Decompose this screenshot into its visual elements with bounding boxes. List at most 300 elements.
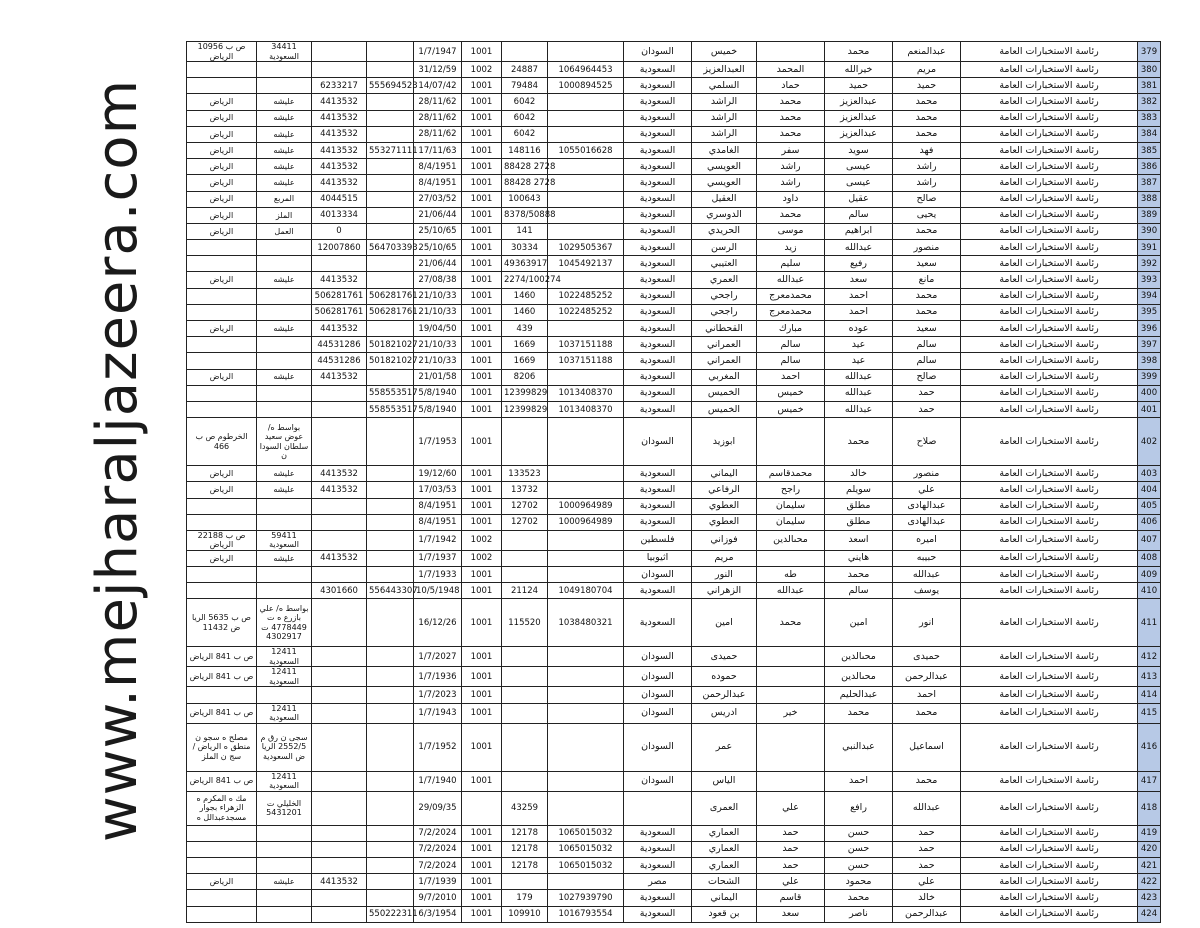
family-name-cell: العمري — [692, 272, 757, 288]
organization-cell: رئاسة الاستخبارات العامة — [961, 906, 1138, 922]
family-name-cell: المغربي — [692, 369, 757, 385]
id-number-cell — [548, 175, 624, 191]
first-name-cell: حمد — [893, 401, 961, 417]
grandfather-name-cell: عبدالله — [757, 272, 825, 288]
reference-cell: 12702 — [502, 514, 548, 530]
first-name-cell: عبدالمنعم — [893, 42, 961, 62]
row-number-cell: 396 — [1138, 321, 1161, 337]
father-name-cell: عبدالله — [825, 401, 893, 417]
row-number-cell: 414 — [1138, 687, 1161, 703]
nationality-cell: السودان — [624, 723, 692, 771]
mobile-cell — [367, 498, 414, 514]
reference-cell: 79484 — [502, 78, 548, 94]
grandfather-name-cell: علي — [757, 791, 825, 825]
organization-cell: رئاسة الاستخبارات العامة — [961, 567, 1138, 583]
reference-cell: 179 — [502, 890, 548, 906]
first-name-cell: حميدى — [893, 647, 961, 667]
organization-cell: رئاسة الاستخبارات العامة — [961, 550, 1138, 566]
nationality-cell: السعودية — [624, 906, 692, 922]
address-cell: سجى ن رق م 2552/5 الريا ض السعودية — [257, 723, 312, 771]
organization-cell: رئاسة الاستخبارات العامة — [961, 583, 1138, 599]
grandfather-name-cell: محمدمعرج — [757, 288, 825, 304]
first-name-cell: سعيد — [893, 321, 961, 337]
table-row — [187, 841, 1161, 857]
family-name-cell: ادريس — [692, 703, 757, 723]
family-name-cell: العمراني — [692, 353, 757, 369]
code-cell: 1001 — [462, 78, 502, 94]
family-name-cell: خميس — [692, 42, 757, 62]
organization-cell: رئاسة الاستخبارات العامة — [961, 599, 1138, 647]
grandfather-name-cell: سعد — [757, 906, 825, 922]
code-cell: 1001 — [462, 841, 502, 857]
family-name-cell: العقيل — [692, 191, 757, 207]
mobile-cell — [367, 890, 414, 906]
address-detail-cell: الرياض — [187, 126, 257, 142]
date-cell: 7/2/2024 — [414, 825, 462, 841]
nationality-cell: السعودية — [624, 191, 692, 207]
organization-cell: رئاسة الاستخبارات العامة — [961, 353, 1138, 369]
grandfather-name-cell — [757, 42, 825, 62]
id-number-cell — [548, 466, 624, 482]
grandfather-name-cell: حمد — [757, 841, 825, 857]
nationality-cell: السعودية — [624, 256, 692, 272]
address-cell — [257, 353, 312, 369]
reference-cell: 100643 — [502, 191, 548, 207]
mobile-cell: 553271111 — [367, 142, 414, 158]
organization-cell: رئاسة الاستخبارات العامة — [961, 288, 1138, 304]
mobile-cell — [367, 841, 414, 857]
table-row — [187, 498, 1161, 514]
date-cell: 5/8/1940 — [414, 401, 462, 417]
id-number-cell: 1013408370 — [548, 385, 624, 401]
nationality-cell: السعودية — [624, 498, 692, 514]
row-number-cell: 419 — [1138, 825, 1161, 841]
id-number-cell — [548, 667, 624, 687]
family-name-cell: العماري — [692, 825, 757, 841]
address-detail-cell — [187, 304, 257, 320]
first-name-cell: محمد — [893, 703, 961, 723]
table-row — [187, 530, 1161, 550]
phone-cell — [312, 858, 367, 874]
row-number-cell: 413 — [1138, 667, 1161, 687]
id-number-cell: 1065015032 — [548, 858, 624, 874]
date-cell: 28/11/62 — [414, 126, 462, 142]
date-cell: 14/07/42 — [414, 78, 462, 94]
table-row — [187, 142, 1161, 158]
mobile-cell — [367, 667, 414, 687]
organization-cell: رئاسة الاستخبارات العامة — [961, 418, 1138, 466]
row-number-cell: 404 — [1138, 482, 1161, 498]
table-row — [187, 126, 1161, 142]
father-name-cell: عبدالله — [825, 369, 893, 385]
first-name-cell: محمد — [893, 288, 961, 304]
mobile-cell: 506281761 — [367, 304, 414, 320]
nationality-cell — [624, 791, 692, 825]
code-cell: 1001 — [462, 687, 502, 703]
id-number-cell — [548, 771, 624, 791]
first-name-cell: محمد — [893, 94, 961, 110]
code-cell: 1001 — [462, 175, 502, 191]
phone-cell: 4413532 — [312, 466, 367, 482]
family-name-cell: حميدى — [692, 647, 757, 667]
address-detail-cell — [187, 62, 257, 78]
records-table — [186, 41, 1161, 923]
father-name-cell: امين — [825, 599, 893, 647]
code-cell: 1001 — [462, 498, 502, 514]
reference-cell: 8206 — [502, 369, 548, 385]
address-detail-cell — [187, 240, 257, 256]
code-cell: 1001 — [462, 667, 502, 687]
organization-cell: رئاسة الاستخبارات العامة — [961, 514, 1138, 530]
address-cell: 34411 السعودية — [257, 42, 312, 62]
address-detail-cell — [187, 841, 257, 857]
table-row — [187, 353, 1161, 369]
nationality-cell: السودان — [624, 667, 692, 687]
address-detail-cell — [187, 825, 257, 841]
address-detail-cell — [187, 337, 257, 353]
row-number-cell: 388 — [1138, 191, 1161, 207]
id-number-cell — [548, 647, 624, 667]
address-detail-cell: الرياض — [187, 550, 257, 566]
table-row — [187, 567, 1161, 583]
code-cell: 1001 — [462, 401, 502, 417]
code-cell — [462, 791, 502, 825]
row-number-cell: 391 — [1138, 240, 1161, 256]
id-number-cell — [548, 321, 624, 337]
father-name-cell: عبدالحليم — [825, 687, 893, 703]
reference-cell: 1460 — [502, 288, 548, 304]
organization-cell: رئاسة الاستخبارات العامة — [961, 223, 1138, 239]
nationality-cell: السعودية — [624, 142, 692, 158]
table-row — [187, 771, 1161, 791]
address-cell: بواسط ه/ عوض سعيد سلطان السودا ن — [257, 418, 312, 466]
phone-cell — [312, 687, 367, 703]
organization-cell: رئاسة الاستخبارات العامة — [961, 159, 1138, 175]
grandfather-name-cell: طه — [757, 567, 825, 583]
table-row — [187, 240, 1161, 256]
family-name-cell: السلمي — [692, 78, 757, 94]
mobile-cell — [367, 514, 414, 530]
code-cell: 1001 — [462, 369, 502, 385]
mobile-cell — [367, 62, 414, 78]
reference-cell: 13732 — [502, 482, 548, 498]
nationality-cell: السعودية — [624, 858, 692, 874]
nationality-cell: السعودية — [624, 304, 692, 320]
date-cell: 25/10/65 — [414, 240, 462, 256]
address-cell: 59411 السعودية — [257, 530, 312, 550]
father-name-cell: محمد — [825, 42, 893, 62]
reference-cell: 148116 — [502, 142, 548, 158]
date-cell: 31/12/59 — [414, 62, 462, 78]
date-cell: 1/7/1937 — [414, 550, 462, 566]
phone-cell: 4413532 — [312, 874, 367, 890]
address-detail-cell: الرياض — [187, 94, 257, 110]
family-name-cell: ابوزيد — [692, 418, 757, 466]
reference-cell: 1669 — [502, 353, 548, 369]
table-row — [187, 890, 1161, 906]
family-name-cell: العويسي — [692, 159, 757, 175]
organization-cell: رئاسة الاستخبارات العامة — [961, 207, 1138, 223]
date-cell: 5/8/1940 — [414, 385, 462, 401]
grandfather-name-cell: سليمان — [757, 498, 825, 514]
code-cell: 1001 — [462, 94, 502, 110]
row-number-cell: 380 — [1138, 62, 1161, 78]
code-cell: 1001 — [462, 567, 502, 583]
grandfather-name-cell: محمد — [757, 126, 825, 142]
id-number-cell: 1000964989 — [548, 514, 624, 530]
id-number-cell: 1037151188 — [548, 337, 624, 353]
mobile-cell — [367, 825, 414, 841]
mobile-cell — [367, 530, 414, 550]
family-name-cell: اليماني — [692, 466, 757, 482]
table-row — [187, 110, 1161, 126]
address-cell — [257, 906, 312, 922]
row-number-cell: 387 — [1138, 175, 1161, 191]
father-name-cell: عبدالعزيز — [825, 94, 893, 110]
phone-cell: 4413532 — [312, 482, 367, 498]
first-name-cell: راشد — [893, 159, 961, 175]
address-detail-cell: ص ب 10956 الرياض — [187, 42, 257, 62]
address-detail-cell: مصلح ه سجو ن منطق ه الرياض /سج ن الملز — [187, 723, 257, 771]
date-cell: 21/10/33 — [414, 288, 462, 304]
row-number-cell: 399 — [1138, 369, 1161, 385]
address-detail-cell — [187, 256, 257, 272]
nationality-cell: اثيوبيا — [624, 550, 692, 566]
table-row — [187, 175, 1161, 191]
first-name-cell: منصور — [893, 466, 961, 482]
id-number-cell — [548, 110, 624, 126]
address-cell — [257, 62, 312, 78]
mobile-cell — [367, 723, 414, 771]
grandfather-name-cell: سفر — [757, 142, 825, 158]
grandfather-name-cell: زيد — [757, 240, 825, 256]
address-cell — [257, 385, 312, 401]
organization-cell: رئاسة الاستخبارات العامة — [961, 142, 1138, 158]
code-cell: 1001 — [462, 288, 502, 304]
date-cell: 27/03/52 — [414, 191, 462, 207]
grandfather-name-cell: محمد — [757, 599, 825, 647]
nationality-cell: فلسطين — [624, 530, 692, 550]
reference-cell: 141 — [502, 223, 548, 239]
id-number-cell: 1065015032 — [548, 841, 624, 857]
family-name-cell: العمراني — [692, 337, 757, 353]
nationality-cell: السعودية — [624, 240, 692, 256]
nationality-cell: السعودية — [624, 841, 692, 857]
mobile-cell: 501821027 — [367, 337, 414, 353]
date-cell: 28/11/62 — [414, 110, 462, 126]
family-name-cell: العطوي — [692, 514, 757, 530]
phone-cell: 4413532 — [312, 175, 367, 191]
code-cell: 1001 — [462, 466, 502, 482]
id-number-cell — [548, 126, 624, 142]
address-detail-cell: الرياض — [187, 272, 257, 288]
date-cell: 25/10/65 — [414, 223, 462, 239]
grandfather-name-cell: مبارك — [757, 321, 825, 337]
phone-cell: 4413532 — [312, 94, 367, 110]
row-number-cell: 401 — [1138, 401, 1161, 417]
id-number-cell — [548, 791, 624, 825]
organization-cell: رئاسة الاستخبارات العامة — [961, 191, 1138, 207]
code-cell: 1001 — [462, 599, 502, 647]
grandfather-name-cell: سليم — [757, 256, 825, 272]
mobile-cell — [367, 687, 414, 703]
code-cell: 1001 — [462, 142, 502, 158]
mobile-cell — [367, 771, 414, 791]
family-name-cell: الراشد — [692, 94, 757, 110]
id-number-cell: 1027939790 — [548, 890, 624, 906]
grandfather-name-cell — [757, 771, 825, 791]
date-cell: 6/3/1954 — [414, 906, 462, 922]
date-cell: 28/11/62 — [414, 94, 462, 110]
address-detail-cell — [187, 385, 257, 401]
first-name-cell: عبدالرحمن — [893, 906, 961, 922]
first-name-cell: علي — [893, 874, 961, 890]
organization-cell: رئاسة الاستخبارات العامة — [961, 401, 1138, 417]
phone-cell — [312, 906, 367, 922]
code-cell: 1001 — [462, 906, 502, 922]
row-number-cell: 417 — [1138, 771, 1161, 791]
first-name-cell: فهد — [893, 142, 961, 158]
father-name-cell: خيرالله — [825, 62, 893, 78]
nationality-cell: السعودية — [624, 514, 692, 530]
address-cell: عليشه — [257, 175, 312, 191]
address-cell: 12411 السعودية — [257, 647, 312, 667]
code-cell: 1001 — [462, 223, 502, 239]
father-name-cell: حسن — [825, 825, 893, 841]
row-number-cell: 422 — [1138, 874, 1161, 890]
nationality-cell: السعودية — [624, 385, 692, 401]
phone-cell — [312, 385, 367, 401]
grandfather-name-cell: خميس — [757, 385, 825, 401]
id-number-cell — [548, 42, 624, 62]
address-detail-cell — [187, 583, 257, 599]
family-name-cell: العبدالعزيز — [692, 62, 757, 78]
table-row — [187, 599, 1161, 647]
address-cell — [257, 583, 312, 599]
table-row — [187, 272, 1161, 288]
code-cell: 1001 — [462, 647, 502, 667]
nationality-cell: السودان — [624, 418, 692, 466]
first-name-cell: علي — [893, 482, 961, 498]
organization-cell: رئاسة الاستخبارات العامة — [961, 841, 1138, 857]
mobile-cell — [367, 874, 414, 890]
father-name-cell: حسن — [825, 858, 893, 874]
reference-cell: 30334 — [502, 240, 548, 256]
reference-cell — [502, 874, 548, 890]
date-cell: 1/7/1939 — [414, 874, 462, 890]
organization-cell: رئاسة الاستخبارات العامة — [961, 667, 1138, 687]
organization-cell: رئاسة الاستخبارات العامة — [961, 874, 1138, 890]
address-detail-cell: الرياض — [187, 482, 257, 498]
table-row — [187, 791, 1161, 825]
phone-cell — [312, 42, 367, 62]
father-name-cell: محمود — [825, 874, 893, 890]
organization-cell: رئاسة الاستخبارات العامة — [961, 858, 1138, 874]
row-number-cell: 409 — [1138, 567, 1161, 583]
row-number-cell: 424 — [1138, 906, 1161, 922]
family-name-cell: حموده — [692, 667, 757, 687]
phone-cell: 4413532 — [312, 321, 367, 337]
reference-cell: 24887 — [502, 62, 548, 78]
table-row — [187, 514, 1161, 530]
address-cell: عليشه — [257, 550, 312, 566]
organization-cell: رئاسة الاستخبارات العامة — [961, 321, 1138, 337]
grandfather-name-cell: محمد — [757, 207, 825, 223]
reference-cell — [502, 703, 548, 723]
id-number-cell — [548, 687, 624, 703]
address-cell — [257, 240, 312, 256]
phone-cell — [312, 667, 367, 687]
mobile-cell: 564703393 — [367, 240, 414, 256]
id-number-cell: 1064964453 — [548, 62, 624, 78]
id-number-cell: 1037151188 — [548, 353, 624, 369]
first-name-cell: خالد — [893, 890, 961, 906]
nationality-cell: السودان — [624, 567, 692, 583]
address-cell: المربع — [257, 191, 312, 207]
organization-cell: رئاسة الاستخبارات العامة — [961, 272, 1138, 288]
father-name-cell: ناصر — [825, 906, 893, 922]
row-number-cell: 379 — [1138, 42, 1161, 62]
address-detail-cell: ص ب 841 الرياض — [187, 771, 257, 791]
id-number-cell — [548, 482, 624, 498]
father-name-cell: عوده — [825, 321, 893, 337]
row-number-cell: 383 — [1138, 110, 1161, 126]
reference-cell — [502, 647, 548, 667]
id-number-cell — [548, 703, 624, 723]
table-row — [187, 288, 1161, 304]
address-cell: 12411 السعودية — [257, 667, 312, 687]
grandfather-name-cell: حمد — [757, 858, 825, 874]
code-cell: 1001 — [462, 110, 502, 126]
father-name-cell: عقيل — [825, 191, 893, 207]
code-cell: 1001 — [462, 723, 502, 771]
date-cell: 21/06/44 — [414, 207, 462, 223]
mobile-cell — [367, 647, 414, 667]
nationality-cell: السعودية — [624, 401, 692, 417]
code-cell: 1001 — [462, 337, 502, 353]
phone-cell: 506281761 — [312, 304, 367, 320]
id-number-cell — [548, 94, 624, 110]
date-cell: 1/7/1952 — [414, 723, 462, 771]
grandfather-name-cell: محمدقاسم — [757, 466, 825, 482]
nationality-cell: السعودية — [624, 353, 692, 369]
row-number-cell: 418 — [1138, 791, 1161, 825]
father-name-cell: عبدالله — [825, 240, 893, 256]
address-cell — [257, 687, 312, 703]
organization-cell: رئاسة الاستخبارات العامة — [961, 703, 1138, 723]
nationality-cell: السعودية — [624, 94, 692, 110]
id-number-cell: 1065015032 — [548, 825, 624, 841]
grandfather-name-cell: محمد — [757, 94, 825, 110]
reference-cell: 109910 — [502, 906, 548, 922]
family-name-cell: العتيبي — [692, 256, 757, 272]
family-name-cell: عمر — [692, 723, 757, 771]
code-cell: 1001 — [462, 703, 502, 723]
address-detail-cell: ص ب 841 الرياض — [187, 647, 257, 667]
date-cell: 19/12/60 — [414, 466, 462, 482]
first-name-cell: عبدالله — [893, 567, 961, 583]
code-cell: 1001 — [462, 159, 502, 175]
address-cell: عليشه — [257, 369, 312, 385]
organization-cell: رئاسة الاستخبارات العامة — [961, 466, 1138, 482]
reference-cell: 12178 — [502, 858, 548, 874]
father-name-cell: محمد — [825, 418, 893, 466]
id-number-cell — [548, 369, 624, 385]
reference-cell: 12399829 — [502, 401, 548, 417]
address-cell: عليشه — [257, 874, 312, 890]
address-detail-cell — [187, 288, 257, 304]
date-cell: 9/7/2010 — [414, 890, 462, 906]
